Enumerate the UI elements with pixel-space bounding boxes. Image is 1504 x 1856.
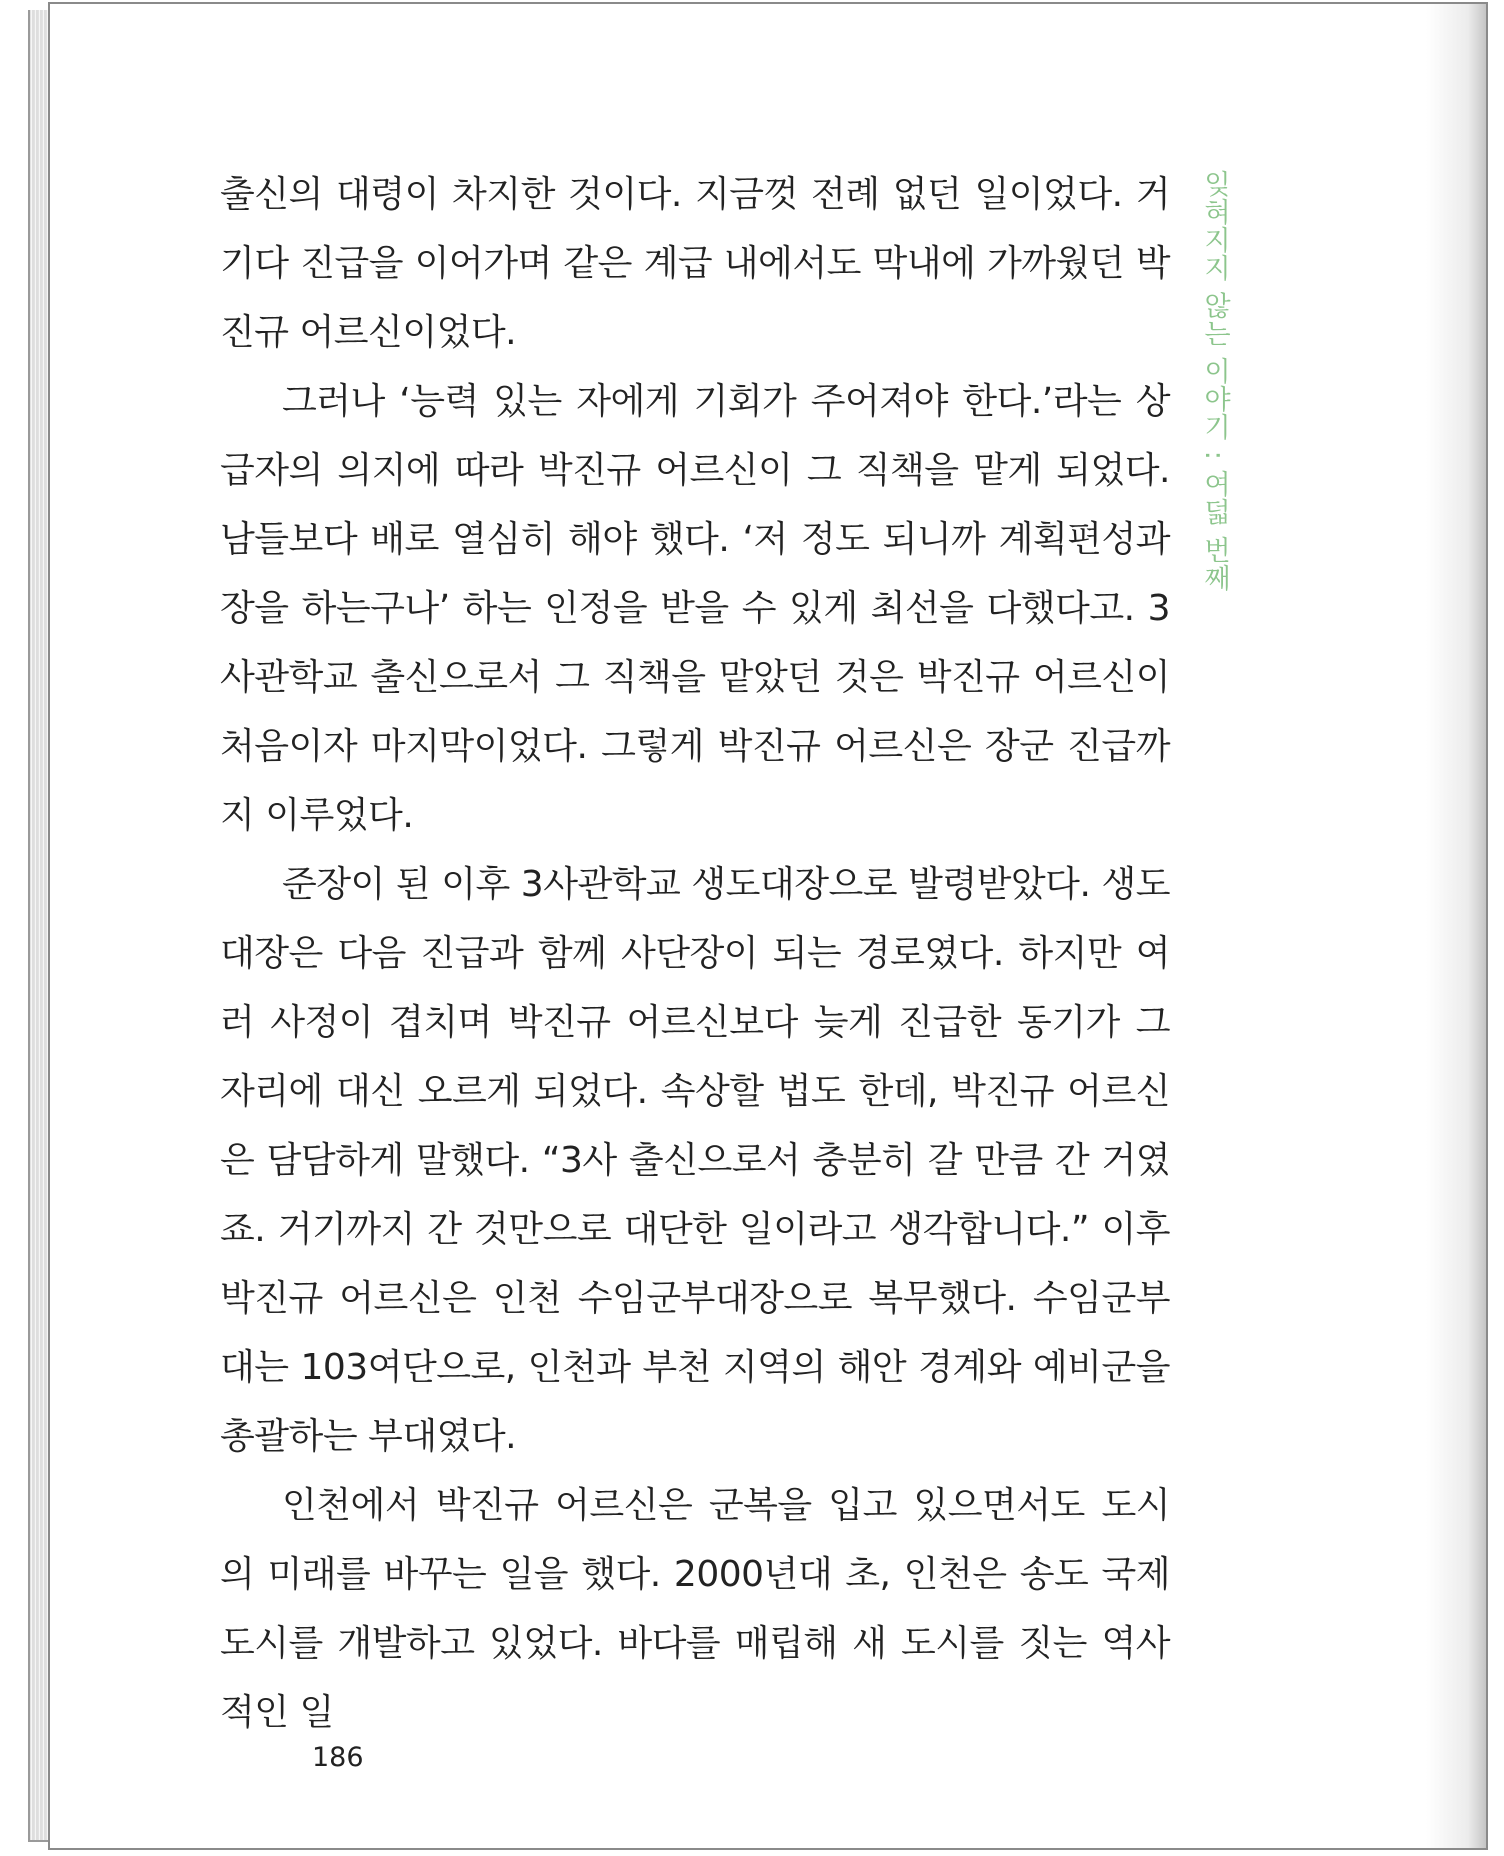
paragraph-4: 인천에서 박진규 어르신은 군복을 입고 있으면서도 도시의 미래를 바꾸는 일을 했다. 2000년대 초, 인천은 송도 국제도시를 개발하고 있었다. 바다를 매립해 새 도시를 짓는 역사적인 일 <box>220 1485 1170 1733</box>
paragraph-1: 출신의 대령이 차지한 것이다. 지금껏 전례 없던 일이었다. 거기다 진급을 이어가며 같은 계급 내에서도 막내에 가까웠던 박진규 어르신이었다. <box>220 174 1170 353</box>
page-number: 186 <box>312 1742 364 1773</box>
page-gutter-shadow <box>1426 4 1486 1848</box>
paragraph-2: 그러나 ‘능력 있는 자에게 기회가 주어져야 한다.’라는 상급자의 의지에 따라 박진규 어르신이 그 직책을 맡게 되었다. 남들보다 배로 열심히 해야 했다. ‘저 정도 되니까 계획편성과장을 하는구나’ 하는 인정을 받을 수 있게 최선을 다했다고. 3사관학교 출신으로서 그 직책을 맡았던 것은 박진규 어르신이 처음이자 마지막이었다. 그렇게 박진규 어르신은 장군 진급까지 이루었다. <box>220 381 1170 836</box>
paragraph-3: 준장이 된 이후 3사관학교 생도대장으로 발령받았다. 생도대장은 다음 진급과 함께 사단장이 되는 경로였다. 하지만 여러 사정이 겹치며 박진규 어르신보다 늦게 진급한 동기가 그 자리에 대신 오르게 되었다. 속상할 법도 한데, 박진규 어르신은 담담하게 말했다. “3사 출신으로서 충분히 갈 만큼 간 거였죠. 거기까지 간 것만으로 대단한 일이라고 생각합니다.” 이후 박진규 어르신은 인천 수임군부대장으로 복무했다. 수임군부대는 103여단으로, 인천과 부천 지역의 해안 경계와 예비군을 총괄하는 부대였다. <box>220 864 1170 1457</box>
running-head: 잊혀지지 않는 이야기 : 여덟 번째 <box>1199 170 1230 593</box>
body-text <box>220 160 1170 1747</box>
